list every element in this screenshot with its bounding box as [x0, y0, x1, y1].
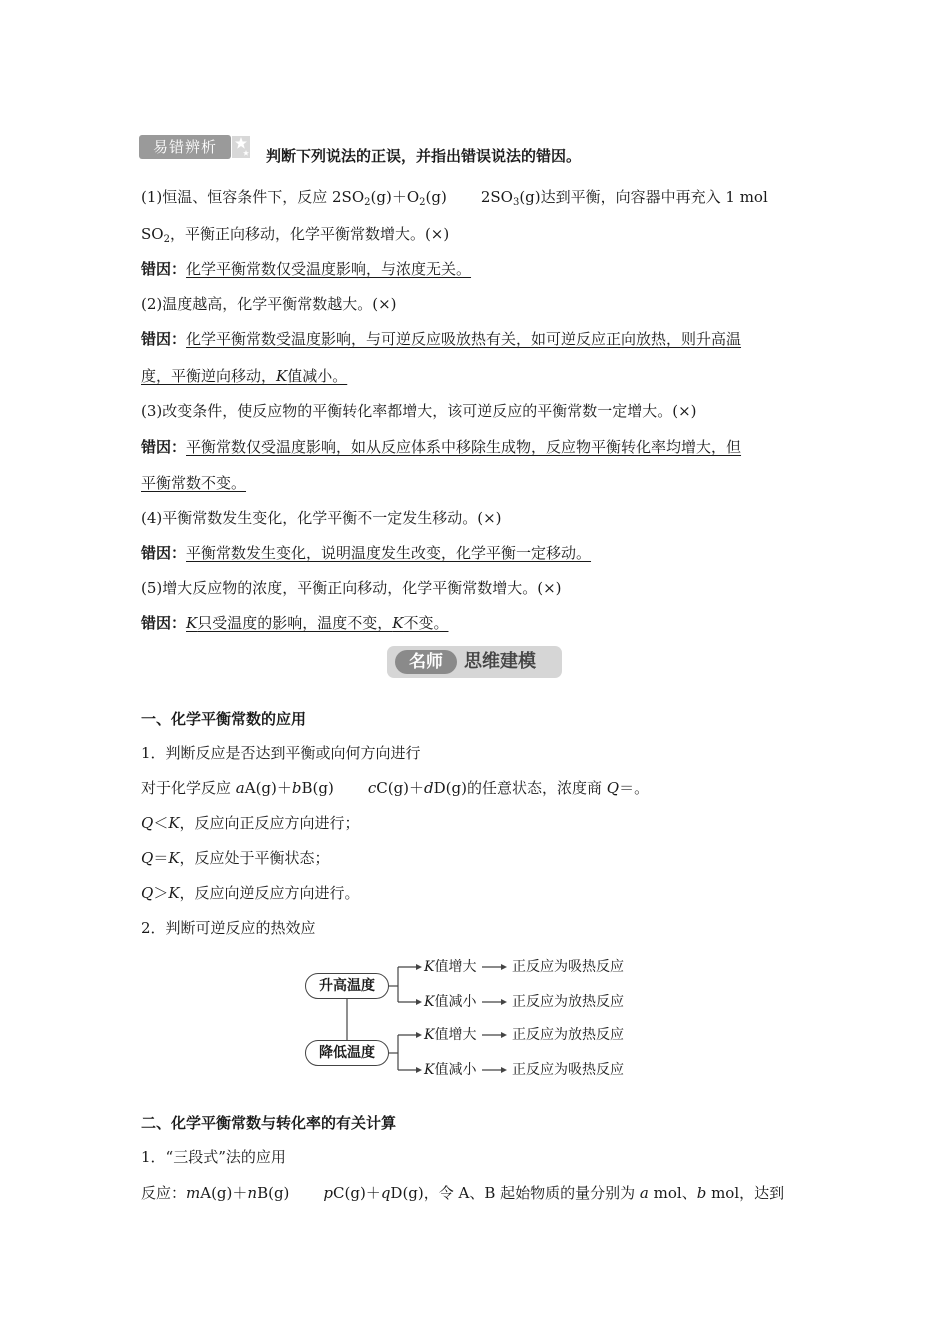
- section-banner: [387, 646, 562, 678]
- q-less-than-k: Q＜K，反应向正反应方向进行；: [141, 814, 360, 832]
- banner-label-right: 思维建模: [464, 651, 536, 672]
- branch2-result: 正反应为放热反应: [512, 994, 624, 1010]
- section1-sub1: 1．判断反应是否达到平衡或向何方向进行: [141, 744, 421, 762]
- banner-label-left: 名师: [395, 650, 457, 674]
- item1-statement-line2: $SO_2$，平衡正向移动，化学平衡常数增大。(×): [141, 225, 450, 245]
- item3-statement: (3)改变条件，使反应物的平衡转化率都增大，该可逆反应的平衡常数一定增大。(×): [141, 402, 697, 420]
- section1-heading: 一、化学平衡常数的应用: [141, 710, 307, 728]
- item1-statement-line1: (1)恒温、恒容条件下，反应 $2SO_2(g)+O_2(g)$ $2SO_3(g)$达到平衡，向容器中再充入 1 mol: [141, 188, 768, 208]
- star-icon: [232, 134, 252, 160]
- item2-reason-line1: 错因：化学平衡常数受温度影响，与可逆反应吸放热有关，如可逆反应正向放热，则升高温: [141, 330, 742, 348]
- pitfall-badge: 易错辨析: [139, 135, 231, 159]
- item4-reason: 错因：平衡常数发生变化，说明温度发生改变，化学平衡一定移动。: [141, 544, 592, 562]
- pitfall-question: 判断下列说法的正误，并指出错误说法的错因。: [266, 147, 582, 165]
- section1-reaction-line: 对于化学反应 aA(g)＋bB(g) cC(g)＋dD(g)的任意状态，浓度商 Q＝。: [141, 779, 650, 797]
- item5-reason: 错因：K只受温度的影响，温度不变，K不变。: [141, 614, 449, 632]
- q-equals-k: Q＝K，反应处于平衡状态；: [141, 849, 330, 867]
- branch3-result: 正反应为放热反应: [512, 1027, 624, 1043]
- item5-statement: (5)增大反应物的浓度，平衡正向移动，化学平衡常数增大。(×): [141, 579, 562, 597]
- branch1-result: 正反应为吸热反应: [512, 959, 624, 975]
- raise-temperature-node: 升高温度: [305, 973, 389, 999]
- branch4-condition: K值减小: [424, 1062, 477, 1078]
- branch2-condition: K值减小: [424, 994, 477, 1010]
- section2-sub1: 1．“三段式”法的应用: [141, 1148, 286, 1166]
- item4-statement: (4)平衡常数发生变化，化学平衡不一定发生移动。(×): [141, 509, 502, 527]
- item3-reason-line1: 错因：平衡常数仅受温度影响，如从反应体系中移除生成物，反应物平衡转化率均增大，但: [141, 438, 742, 456]
- branch1-condition: K值增大: [424, 959, 477, 975]
- heat-effect-diagram: [300, 955, 660, 1085]
- section1-sub2: 2．判断可逆反应的热效应: [141, 919, 316, 937]
- branch3-condition: K值增大: [424, 1027, 477, 1043]
- lower-temperature-node: 降低温度: [305, 1040, 389, 1066]
- section2-heading: 二、化学平衡常数与转化率的有关计算: [141, 1114, 397, 1132]
- section2-reaction-line: 反应：mA(g)＋nB(g) pC(g)＋qD(g)，令 A、B 起始物质的量分别为 a mol、b mol，达到: [141, 1184, 785, 1202]
- item2-reason-line2: 度，平衡逆向移动，K值减小。: [141, 367, 348, 385]
- item3-reason-line2: 平衡常数不变。: [141, 474, 247, 492]
- q-greater-than-k: Q＞K，反应向逆反应方向进行。: [141, 884, 360, 902]
- branch4-result: 正反应为吸热反应: [512, 1062, 624, 1078]
- item2-statement: (2)温度越高，化学平衡常数越大。(×): [141, 295, 397, 313]
- item1-reason: 错因：化学平衡常数仅受温度影响，与浓度无关。: [141, 260, 472, 278]
